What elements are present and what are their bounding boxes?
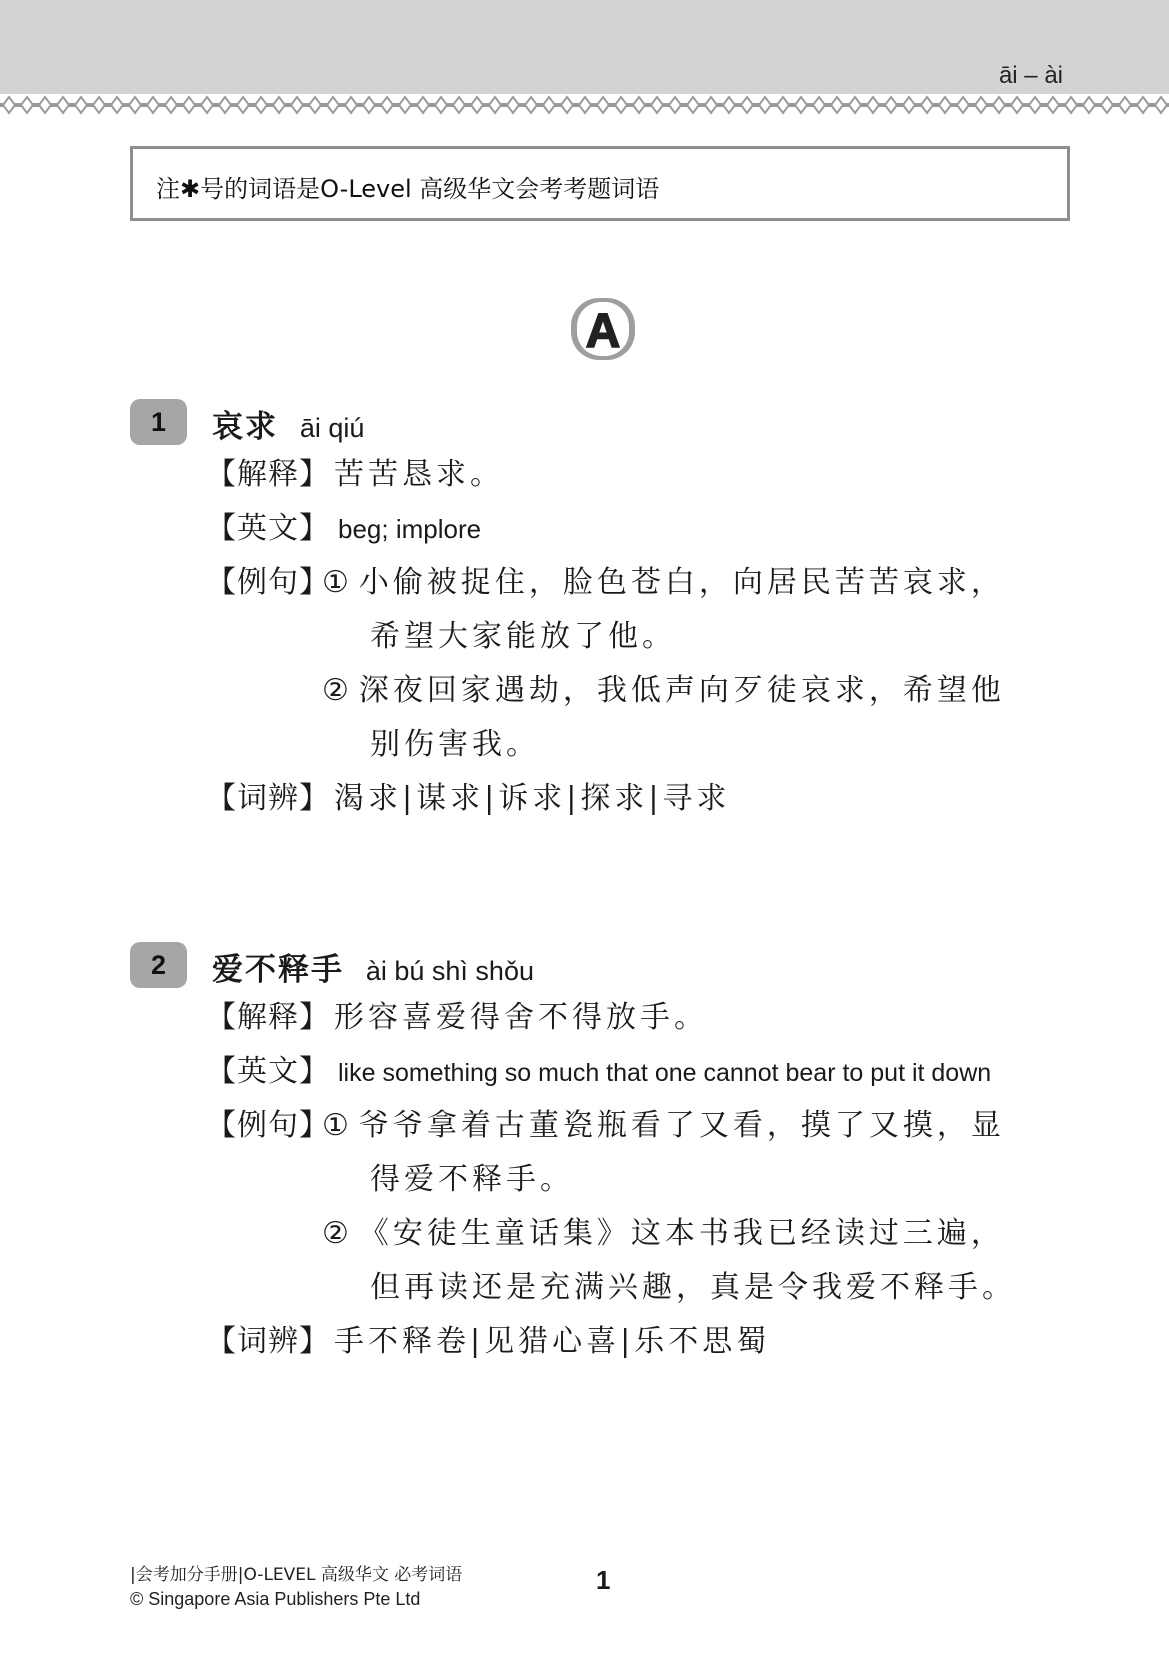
example-marker: ① xyxy=(322,565,349,600)
headword xyxy=(212,944,534,989)
example-1 xyxy=(322,1100,1005,1144)
english-tag: 【英文】 xyxy=(206,511,330,546)
headword-pinyin: ài bú shì shǒu xyxy=(365,956,534,986)
page-range-label: āi – ài xyxy=(998,62,1063,89)
english-row xyxy=(206,1046,991,1090)
section-letter: A xyxy=(585,305,621,358)
example-line: 深夜回家遇劫，我低声向歹徒哀求，希望他 xyxy=(358,673,1005,708)
example-2 xyxy=(322,1208,1005,1252)
example-tag: 【例句】 xyxy=(206,1108,330,1143)
related-text: 渴求|谋求|诉求|探求|寻求 xyxy=(334,781,731,816)
page-number: 1 xyxy=(596,1565,611,1595)
example-line: 爷爷拿着古董瓷瓶看了又看，摸了又摸，显 xyxy=(358,1108,1005,1143)
example-line: 小偷被捉住，脸色苍白，向居民苦苦哀求， xyxy=(358,565,1005,600)
example-marker: ② xyxy=(322,673,349,708)
explain-text: 苦苦恳求。 xyxy=(334,457,504,492)
related-row xyxy=(206,1316,770,1360)
note-text: 注✱号的词语是O-Level 高级华文会考考题词语 xyxy=(156,175,660,203)
example-1 xyxy=(322,557,1005,601)
english-text: beg; implore xyxy=(338,514,482,544)
section-letter-badge xyxy=(565,290,641,366)
footer-copyright: © Singapore Asia Publishers Pte Ltd xyxy=(130,1589,421,1609)
headword-pinyin: āi qiú xyxy=(299,413,365,443)
example-1-cont: 希望大家能放了他。 xyxy=(370,619,676,654)
example-1-cont: 得爱不释手。 xyxy=(370,1162,574,1197)
note-box xyxy=(130,146,1070,221)
example-2-cont: 但再读还是充满兴趣，真是令我爱不释手。 xyxy=(370,1270,1016,1305)
related-tag: 【词辨】 xyxy=(206,1324,330,1359)
decorative-border xyxy=(0,94,1169,116)
english-row xyxy=(206,503,481,547)
explain-tag: 【解释】 xyxy=(206,457,330,492)
example-tag: 【例句】 xyxy=(206,565,330,600)
example-tag-row xyxy=(206,1100,330,1144)
explain-tag: 【解释】 xyxy=(206,1000,330,1035)
example-2-cont: 别伤害我。 xyxy=(370,727,540,762)
footer-book-title: |会考加分手册|O-LEVEL 高级华文 必考词语 xyxy=(130,1565,463,1585)
headword xyxy=(212,401,364,446)
headword-hanzi: 哀求 xyxy=(212,409,278,445)
example-marker: ① xyxy=(322,1108,349,1143)
explain-row xyxy=(206,992,708,1036)
example-2 xyxy=(322,665,1005,709)
explain-row xyxy=(206,449,504,493)
explain-text: 形容喜爱得舍不得放手。 xyxy=(334,1000,708,1035)
related-row xyxy=(206,773,730,817)
english-text: like something so much that one cannot bear to put it down xyxy=(338,1059,992,1087)
header-band xyxy=(0,0,1169,94)
example-line: 《安徒生童话集》这本书我已经读过三遍， xyxy=(358,1216,1005,1251)
example-marker: ② xyxy=(322,1216,349,1251)
entry-number-badge: 1 xyxy=(130,399,187,445)
related-text: 手不释卷|见猎心喜|乐不思蜀 xyxy=(334,1324,771,1359)
entry-number-badge: 2 xyxy=(130,942,187,988)
headword-hanzi: 爱不释手 xyxy=(212,952,344,988)
footer-credits xyxy=(130,1560,462,1610)
english-tag: 【英文】 xyxy=(206,1054,330,1089)
example-tag-row xyxy=(206,557,330,601)
related-tag: 【词辨】 xyxy=(206,781,330,816)
